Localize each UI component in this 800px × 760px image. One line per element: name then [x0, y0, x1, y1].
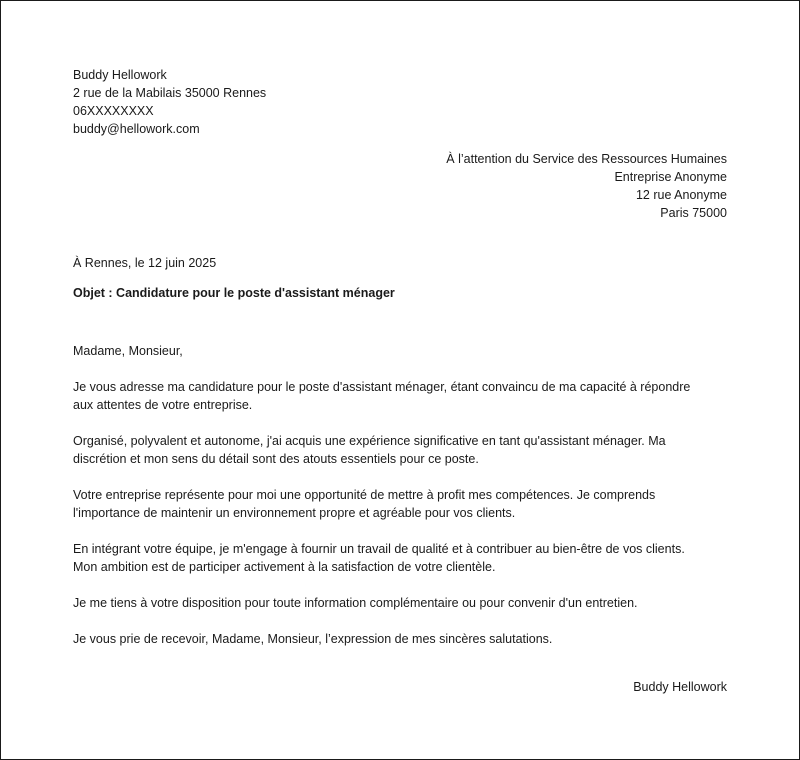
paragraph-line: aux attentes de votre entreprise.: [73, 398, 253, 412]
salutation: Madame, Monsieur,: [73, 344, 183, 358]
body-paragraph-1: [73, 378, 733, 414]
paragraph-line: l'importance de maintenir un environnement propre et agréable pour vos clients.: [73, 506, 516, 520]
closing-paragraph: [73, 630, 733, 648]
paragraph-line: Mon ambition est de participer activement à la satisfaction de votre clientèle.: [73, 560, 496, 574]
signature: Buddy Hellowork: [633, 680, 727, 694]
recipient-attention: À l’attention du Service des Ressources Humaines: [446, 152, 727, 166]
body-paragraph-4: [73, 540, 733, 576]
sender-address: 2 rue de la Mabilais 35000 Rennes: [73, 86, 267, 100]
paragraph-line: Votre entreprise représente pour moi une opportunité de mettre à profit mes compétences. Je comprends: [73, 488, 656, 502]
recipient-street: 12 rue Anonyme: [635, 188, 727, 202]
sender-name: Buddy Hellowork: [73, 68, 167, 82]
letter-date: À Rennes, le 12 juin 2025: [73, 256, 217, 270]
body-paragraph-5: [73, 594, 733, 612]
paragraph-line: En intégrant votre équipe, je m'engage à fournir un travail de qualité et à contribuer au bien-être de vos clients.: [73, 542, 685, 556]
sender-email: buddy@hellowork.com: [73, 122, 200, 136]
paragraph-line: Organisé, polyvalent et autonome, j'ai acquis une expérience significative en tant qu'assistant ménager. Ma: [73, 434, 666, 448]
recipient-block: [446, 150, 727, 222]
sender-block: [73, 66, 266, 138]
paragraph-line: Je vous adresse ma candidature pour le poste d'assistant ménager, étant convaincu de ma capacité à répondre: [73, 380, 691, 394]
recipient-company: Entreprise Anonyme: [614, 170, 727, 184]
sender-phone: 06XXXXXXXX: [73, 104, 154, 118]
paragraph-line: Je vous prie de recevoir, Madame, Monsieur, l’expression de mes sincères salutations.: [73, 632, 553, 646]
body-paragraph-3: [73, 486, 733, 522]
body-paragraph-2: [73, 432, 733, 468]
paragraph-line: discrétion et mon sens du détail sont des atouts essentiels pour ce poste.: [73, 452, 479, 466]
recipient-city: Paris 75000: [660, 206, 727, 220]
letter-subject: Objet : Candidature pour le poste d'assistant ménager: [73, 286, 395, 300]
paragraph-line: Je me tiens à votre disposition pour toute information complémentaire ou pour convenir d'un entretien.: [73, 596, 638, 610]
letter-body: [73, 342, 733, 666]
